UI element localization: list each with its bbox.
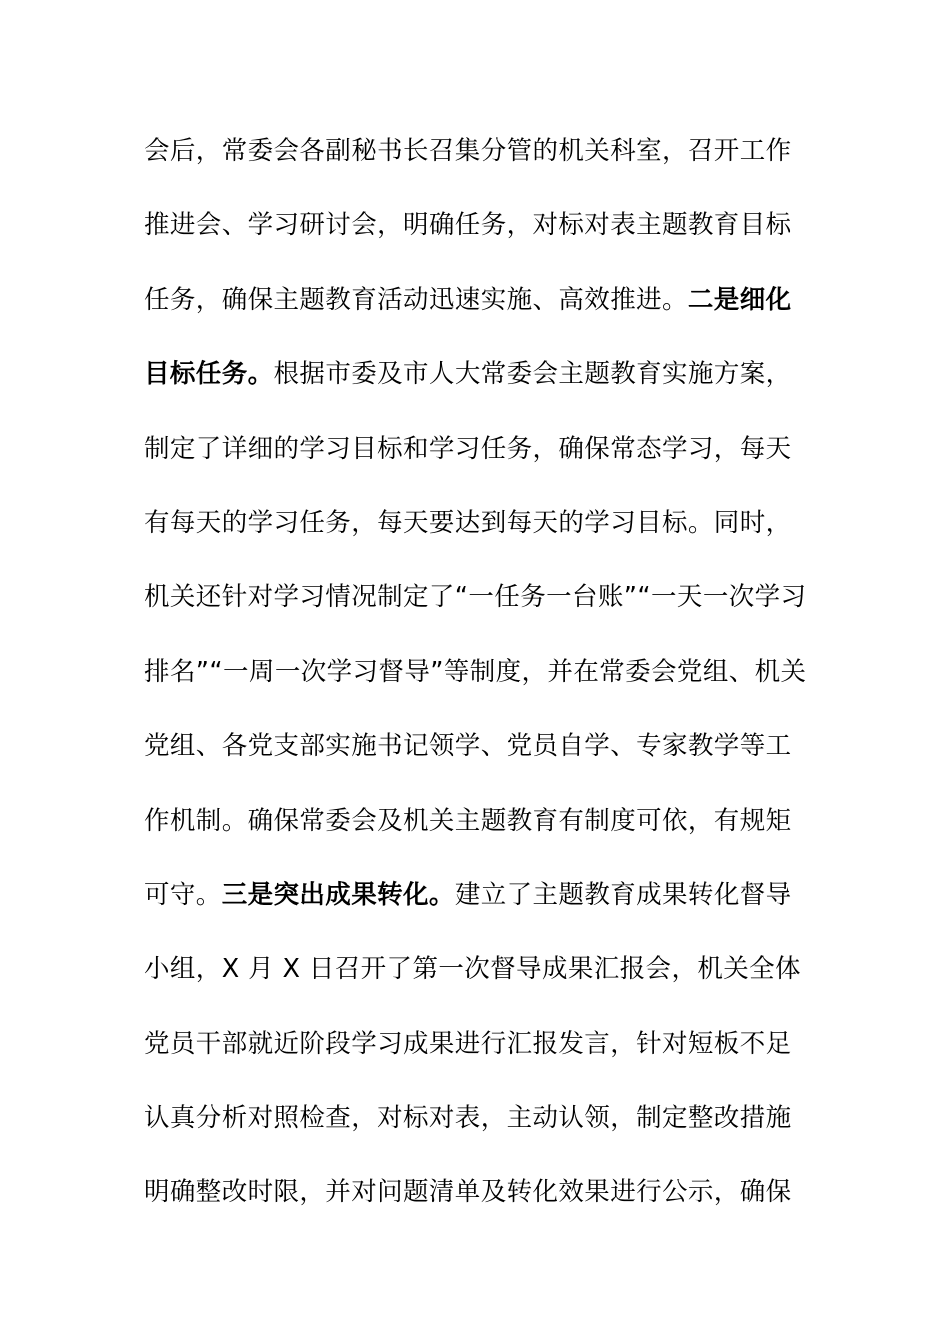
text-line	[144, 128, 809, 202]
text-run: 根据市委及市人大常委会主题教育实施方案，	[273, 359, 792, 390]
text-run: 小组，X 月 X 日召开了第一次督导成果汇报会，机关全体	[144, 954, 801, 985]
text-line	[144, 946, 809, 1020]
text-run: 推进会、学习研讨会，明确任务，对标对表主题教育目标	[144, 210, 792, 241]
text-run: 党员干部就近阶段学习成果进行汇报发言，针对短板不足	[144, 1028, 792, 1059]
text-run: 认真分析对照检查，对标对表，主动认领，制定整改措施	[144, 1103, 792, 1134]
text-run: 作机制。确保常委会及机关主题教育有制度可依，有规矩	[144, 805, 792, 836]
text-line	[144, 202, 809, 276]
text-line	[144, 798, 809, 872]
text-line	[144, 1021, 809, 1095]
text-line	[144, 1095, 809, 1169]
text-line	[144, 500, 809, 574]
text-run: 可守。	[144, 879, 222, 910]
bold-heading-run: 三是突出成果转化。	[221, 879, 455, 910]
text-run: 明确整改时限，并对问题清单及转化效果进行公示，确保	[144, 1177, 792, 1208]
text-run: 党组、各党支部实施书记领学、党员自学、专家教学等工	[144, 731, 792, 762]
body-text	[144, 128, 809, 1244]
text-run: 排名”“一周一次学习督导”等制度，并在常委会党组、机关	[144, 656, 807, 687]
text-line	[144, 277, 809, 351]
bold-heading-run: 目标任务。	[144, 359, 274, 390]
text-run: 机关还针对学习情况制定了“一任务一台账”“一天一次学习	[144, 582, 807, 613]
text-line	[144, 426, 809, 500]
text-line	[144, 649, 809, 723]
text-line	[144, 1169, 809, 1243]
text-line	[144, 723, 809, 797]
text-run: 制定了详细的学习目标和学习任务，确保常态学习，每天	[144, 433, 792, 464]
text-line	[144, 872, 809, 946]
text-run: 建立了主题教育成果转化督导	[454, 879, 792, 910]
text-line	[144, 574, 809, 648]
text-run: 有每天的学习任务，每天要达到每天的学习目标。同时，	[144, 507, 792, 538]
text-run: 会后，常委会各副秘书长召集分管的机关科室，召开工作	[144, 136, 792, 166]
text-line	[144, 351, 809, 425]
bold-heading-run: 二是细化	[687, 284, 792, 315]
text-run: 任务，确保主题教育活动迅速实施、高效推进。	[144, 284, 688, 315]
